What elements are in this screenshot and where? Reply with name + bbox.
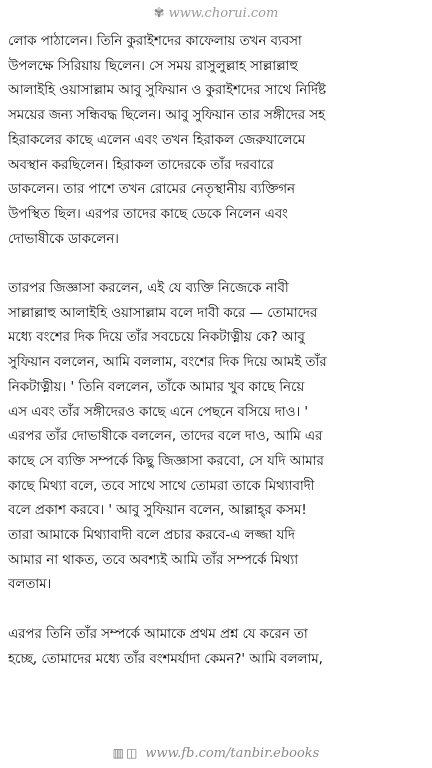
text-line: কাছে সে ব্যক্তি সম্পর্কে কিছু জিজ্ঞাসা করবো, সে যদি আমার [8,453,324,469]
text-line: সুফিয়ান বললেন, আমি বললাম, বংশের দিক দিয়ে আমই তাঁর [8,355,327,371]
text-line: বলে প্রকাশ করবে। ' আবু সুফিয়ান বলেন, আল্লাহ্‌র কসম! [8,503,307,519]
paragraph-1 [8,30,424,252]
text-line: উপস্থিত ছিল। এরপর তাদের কাছে ডেকে নিলেন এবং [8,206,288,222]
text-line: হচ্ছে, তোমাদের মধ্যে তাঁর বংশমর্যাদা কেমন?' আমি বললাম, [8,651,323,667]
flower-logo-icon: ✾ [153,5,165,21]
header-website: www.chorui.com [168,5,279,21]
text-line: বলতাম। [8,577,52,593]
text-line: দোভাষীকে ডাকলেন। [8,231,119,247]
text-line: তারপর জিজ্ঞাসা করলেন, এই যে ব্যক্তি নিজেকে নাবী [8,281,289,297]
text-line: আলাইহি ওয়াসাল্লাম আবু সুফিয়ান ও কুরাইশদের সাথে নির্দিষ্ট [8,83,327,99]
text-line: কাছে মিথ্যা বলে, তবে সাথে সাথে তোমরা তাকে মিথ্যাবাদী [8,478,315,494]
footer-website: www.fb.com/tanbir.ebooks [145,745,320,761]
text-line: ডাকলেন। তার পাশে তখন রোমের নেতৃস্থানীয় ব্যক্তিগন [8,182,295,198]
book-icon: ◫ [125,746,140,760]
text-line: অবস্থান করছিলেন। হিরাকল তাদেরকে তাঁর দরবারে [8,157,274,173]
text-line: এরপর তিনি তাঁর সম্পর্কে আমাকে প্রথম প্রশ্ন যে করেন তা [8,626,308,642]
text-line: এস এবং তাঁর সঙ্গীদেরও কাছে এনে পেছনে বসিয়ে দাও। ' [8,404,309,420]
text-line: নিকটাত্নীয়। ' তিনি বললেন, তাঁকে আমার খুব কাছে নিয়ে [8,379,305,395]
page-header [0,2,432,24]
text-line: উপলক্ষে সিরিয়ায় ছিলেন। সে সময় রাসুলুল্লাহ সাল্লাল্লাহু [8,58,298,74]
text-line: হিরাকলের কাছে এলেন এবং তখন হিরাকল জেরুযালেমে [8,132,306,148]
text-line: সাল্লাল্লাহু আলাইহি ওয়াসাল্লাম বলে দাবী করে — তোমাদের [8,305,318,321]
text-line: এরপর তাঁর দোভাষীকে বললেন, তাদের বলে দাও, আমি এর [8,429,323,445]
text-line: আমার না থাকত, তবে অবশ্যই আমি তাঁর সম্পর্কে মিথ্যা [8,552,299,568]
paragraph-3 [8,623,424,672]
page-footer [0,742,432,764]
text-line: লোক পাঠালেন। তিনি কুরাইশদের কাফেলায় তখন ব্যবসা [8,34,302,49]
page-body [8,30,424,672]
library-icon: ▥ [112,746,126,760]
paragraph-2 [8,277,424,598]
text-line: সময়ের জন্য সন্ধিবদ্ধ ছিলেন। আবু সুফিয়ান তার সঙ্গীদের সহ [8,108,326,124]
footer-icons [113,746,140,760]
text-line: তারা আমাকে মিথ্যাবাদী বলে প্রচার করবে-এ লজ্জা যদি [8,528,295,544]
text-line: মধ্যে বংশের দিক দিয়ে তাঁর সবচেয়ে নিকটাত্নীয় কে? আবু [8,330,305,346]
